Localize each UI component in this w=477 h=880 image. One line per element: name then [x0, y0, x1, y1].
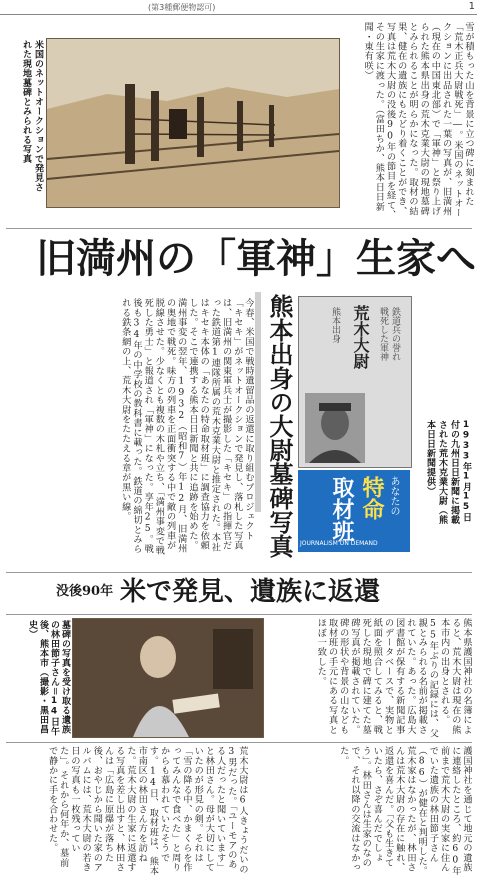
- clipping-line-2: 鉄道兵の誉れ: [390, 307, 400, 361]
- family-member-image: [73, 619, 263, 737]
- memorial-scene-image: [47, 39, 339, 207]
- page-header-line: [0, 0, 477, 15]
- tokumei-badge: [298, 470, 410, 552]
- headline-accent-bar: [255, 292, 261, 512]
- postal-notice: (第3種郵便物認可): [148, 3, 216, 12]
- badge-line-1: あなたの: [388, 476, 399, 516]
- bottom-article-2: 荒木大尉は6人きょうだいの3男だった。「ユーモアのある人だったと聞いています」と林田さん。母が大切にしていたのが形見の剣。それは「雪の降る中、かまくらを作ってみんなで食べた」と周りからも慕われていたそうです。14日、取材班は、熊本市南区の林田さん方を訪ねた。荒木大尉の生家に返還する写真を差し出すと、林田さんは「広島に原爆が落ちた後、おやじから聞いた家のアルバムには、荒木大尉の若き日の写真も一枚残っていた」。それから何年か、墓前で静かに手を合わせた。: [46, 746, 248, 876]
- bottom-photo-caption: 墓碑の写真を受け取る遺族の林田節子さん＝14日午後、熊本市（撮影・黒田昌史）: [27, 620, 70, 736]
- top-photo-caption: 米国のネットオークションで発見された現地墓碑とみられる写真: [21, 40, 43, 192]
- top-article: 雪が積もった山を背景に立つ碑に刻まれた「荒木正兵大尉戦死」―。米国のネットオークションに出品された一葉の写真が、旧満州（現在の中国東北部）で「軍神」と祭り上げられた熊本県出身の荒木克業大尉の現地墓碑とみられることが明らかになった。取材の結果、健在の遺族にもたどり着くことができ、写真は荒木大尉の没後90年の節目を経て、その生家に渡った。（富田ちか、熊本日日新聞・東有咲）: [362, 22, 474, 220]
- divider-top: [6, 228, 472, 229]
- clipping-image: [298, 296, 412, 468]
- bottom-article-1: 熊本県護国神社の名簿によると、荒木大尉は現在の熊本市内の出身とされる。55年ぶりの記録には、父親とみられる名前が掲載されていた。あった。広島大図書館が保有する新聞記事のデータベースで、実物と紙面を照合してみると、戦死した現地で碑に建てた墓碑写真が掲載されていた。碑の形状や背景の山なども取材班の手元にある写真とほぼ一致した。: [315, 618, 472, 738]
- badge-line-3: 取材班: [329, 476, 354, 542]
- main-headline: 旧満州の「軍神」生家へ: [36, 235, 476, 282]
- badge-footer: JOURNALISM ON DEMAND: [300, 540, 378, 547]
- top-photo: [46, 38, 340, 208]
- mid-article: 今春、米国で戦時遺留品の返還に取り組むプロジェクト「キセキ」がネットオークションで発見し、落札した写真は、旧満州の関東軍兵士が撮影した「キセキ」の指揮官だった鉄道第1連隊所属の荒木克業大尉と推定された。本社はキセキ本体の「あなたの特命取材班」に調査協力を依頼した。そこで連携する熊本日日新聞と共に追跡を始めた。満州事変の翌年、1932（昭和7）年12月、旧満州の奥地で戦死。味方の列車を正面衝突する中で敵の列車が脱線させた。少なくとも複数の木札や立ち、「満州事変で戦死した勇士」と報道され「軍神」になった。享年25。戦後も34年の中学校の教科書に載った。鉄道の綿切とみられる鉄条網の上、荒木大尉をたたえる章が黒い線。: [119, 298, 254, 556]
- bottom-article-3: 護国神社を通じて地元の遺族に連絡したところ、約60年前まで荒木大尉の実家に住んでいた遺族の林田節子さん（86）が健在と判明した。荒木家はなかったが、林田さんは荒木大尉の存在に触れ、返還を喜んだ。「父も生きていたら、さぞ喜んだでしょう」。林田さんは生家のなので、それ以降の交流はなかった。: [337, 746, 472, 876]
- clipping-caption: 1933年1月15日付の九州日日新聞に掲載された荒木克業大尉（熊本日日新聞提供）: [425, 420, 471, 525]
- officer-portrait-image: [305, 393, 365, 463]
- divider-mid: [6, 572, 472, 573]
- clipping-line-1: 戦死した軍神: [378, 307, 388, 361]
- badge-line-2: 特命: [359, 476, 384, 520]
- sub-headline: 熊本出身の大尉墓碑写真: [265, 294, 294, 558]
- bottom-headline: 米で発見、遺族に返還: [120, 577, 381, 607]
- clipping-title: 荒木大尉: [351, 305, 370, 369]
- divider-bottom: [6, 614, 472, 615]
- bottom-headline-small: 没後90年: [56, 584, 114, 599]
- divider-lower: [6, 742, 472, 743]
- page-number: 1: [468, 1, 475, 12]
- bottom-photo: [72, 618, 264, 738]
- clipping-line-3: 熊本出身: [330, 307, 340, 343]
